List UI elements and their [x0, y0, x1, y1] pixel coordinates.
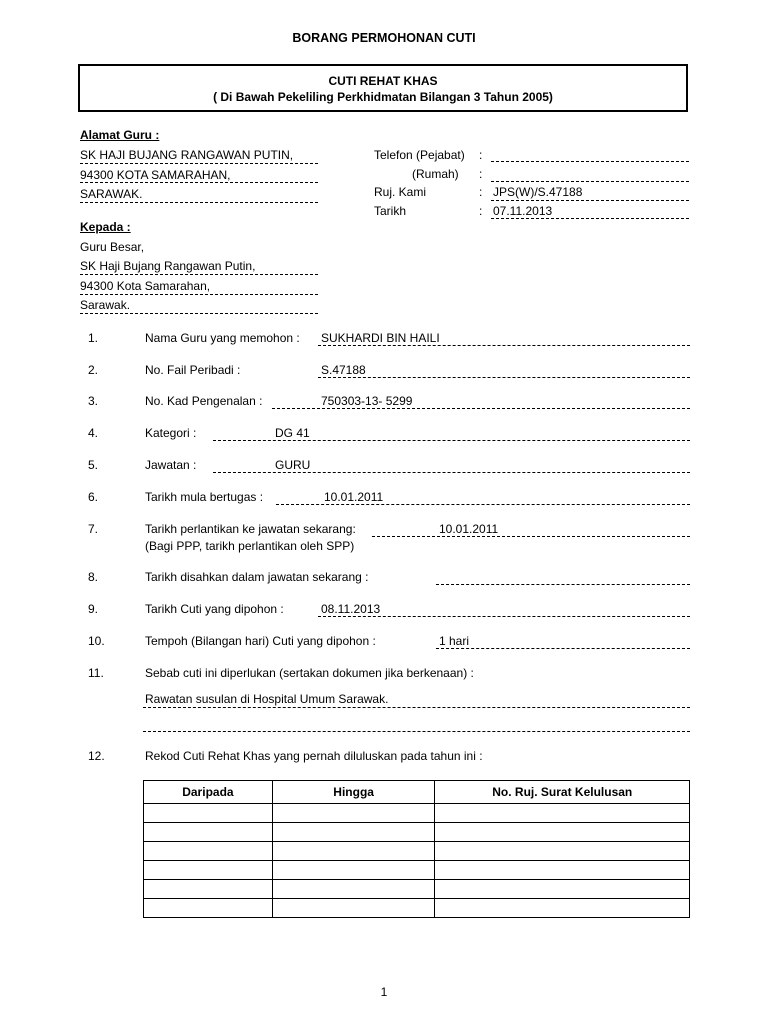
- tarikh-value: 07.11.2013: [493, 204, 553, 218]
- ruj-kami-value: JPS(W)/S.47188: [493, 185, 583, 199]
- header-box-line2: ( Di Bawah Pekeliling Perkhidmatan Bilangan 3 Tahun 2005): [213, 90, 553, 104]
- tarikh-disahkan-field: [436, 584, 690, 585]
- sebab-value: Rawatan susulan di Hospital Umum Sarawak.: [145, 692, 389, 706]
- table-row: [144, 861, 690, 880]
- tarikh-mula-value: 10.01.2011: [324, 490, 384, 504]
- item-number: 3.: [88, 394, 99, 408]
- table-cell: [435, 861, 690, 880]
- telefon-pejabat-label: Telefon (Pejabat): [374, 148, 465, 162]
- kepada-line-rule: [80, 274, 318, 275]
- table-cell: [144, 823, 273, 842]
- item-label: No. Kad Pengenalan :: [145, 394, 263, 408]
- item-number: 7.: [88, 522, 99, 536]
- item-number: 1.: [88, 331, 99, 345]
- kepada-line: 94300 Kota Samarahan,: [80, 279, 211, 293]
- alamat-line-rule: [80, 163, 318, 164]
- table-cell: [435, 842, 690, 861]
- jawatan-value: GURU: [275, 458, 311, 472]
- tarikh-perlantikan-field: [372, 536, 690, 537]
- table-cell: [272, 861, 435, 880]
- item-label: Tempoh (Bilangan hari) Cuti yang dipohon :: [145, 634, 376, 648]
- kategori-field: [213, 440, 690, 441]
- header-box-line1: CUTI REHAT KHAS: [328, 74, 438, 88]
- alamat-line: SARAWAK.: [80, 187, 143, 201]
- tempoh-field: [436, 648, 690, 649]
- table-row: [144, 842, 690, 861]
- item-label: Jawatan :: [145, 458, 197, 472]
- tarikh-field: [491, 218, 689, 219]
- no-kp-value: 750303-13- 5299: [321, 394, 413, 408]
- alamat-line: SK HAJI BUJANG RANGAWAN PUTIN,: [80, 148, 294, 162]
- alamat-line-rule: [80, 202, 318, 203]
- table-cell: [435, 880, 690, 899]
- kepada-heading: Kepada :: [80, 220, 131, 234]
- item-label-note: (Bagi PPP, tarikh perlantikan oleh SPP): [145, 539, 355, 553]
- tarikh-label: Tarikh: [374, 204, 407, 218]
- telefon-pejabat-field: [491, 161, 689, 162]
- kepada-line: Sarawak.: [80, 298, 131, 312]
- tarikh-mula-field: [276, 504, 690, 505]
- item-number: 12.: [88, 749, 105, 763]
- table-cell: [272, 880, 435, 899]
- alamat-line: 94300 KOTA SAMARAHAN,: [80, 168, 231, 182]
- no-fail-field: [318, 377, 690, 378]
- table-cell: [435, 823, 690, 842]
- rumah-field: [491, 181, 689, 182]
- item-label: Tarikh Cuti yang dipohon :: [145, 602, 284, 616]
- item-label: No. Fail Peribadi :: [145, 363, 241, 377]
- ruj-kami-field: [491, 200, 689, 201]
- telefon-pejabat-sep: :: [479, 148, 483, 162]
- item-label: Tarikh perlantikan ke jawatan sekarang:: [145, 522, 356, 536]
- no-fail-value: S.47188: [321, 363, 366, 377]
- item-number: 11.: [88, 666, 104, 680]
- rumah-sep: :: [479, 167, 483, 181]
- table-header-row: [144, 781, 690, 804]
- table-cell: [144, 842, 273, 861]
- alamat-line-rule: [80, 182, 318, 183]
- item-number: 4.: [88, 426, 99, 440]
- item-label: Kategori :: [145, 426, 197, 440]
- kepada-line-rule: [80, 313, 318, 314]
- no-kp-field: [272, 408, 690, 409]
- item-number: 6.: [88, 490, 99, 504]
- item-number: 10.: [88, 634, 105, 648]
- table-cell: [272, 804, 435, 823]
- rumah-label: (Rumah): [412, 167, 459, 181]
- alamat-guru-heading: Alamat Guru :: [80, 128, 160, 142]
- ruj-kami-label: Ruj. Kami: [374, 185, 427, 199]
- item-label: Sebab cuti ini diperlukan (sertakan dokumen jika berkenaan) :: [145, 666, 474, 680]
- table-cell: [144, 804, 273, 823]
- item-label: Nama Guru yang memohon :: [145, 331, 300, 345]
- col-header-hingga: Hingga: [272, 781, 435, 804]
- tarikh-cuti-field: [318, 616, 690, 617]
- nama-guru-field: [318, 345, 690, 346]
- sebab-field-line1: [143, 707, 690, 708]
- item-label: Tarikh mula bertugas :: [145, 490, 264, 504]
- page-number: 1: [380, 985, 388, 999]
- record-table: [143, 780, 690, 918]
- kepada-line: Guru Besar,: [80, 240, 145, 254]
- table-cell: [272, 842, 435, 861]
- kategori-value: DG 41: [275, 426, 310, 440]
- tarikh-cuti-value: 08.11.2013: [321, 602, 381, 616]
- nama-guru-value: SUKHARDI BIN HAILI: [321, 331, 440, 345]
- item-label: Tarikh disahkan dalam jawatan sekarang :: [145, 570, 369, 584]
- sebab-field-line2: [143, 731, 690, 732]
- table-cell: [144, 899, 273, 918]
- item-label: Rekod Cuti Rehat Khas yang pernah diluluskan pada tahun ini :: [145, 749, 483, 763]
- item-number: 8.: [88, 570, 99, 584]
- table-cell: [272, 899, 435, 918]
- item-number: 5.: [88, 458, 99, 472]
- page-title: BORANG PERMOHONAN CUTI: [292, 31, 476, 45]
- table-cell: [272, 823, 435, 842]
- col-header-no-ruj: No. Ruj. Surat Kelulusan: [435, 781, 690, 804]
- table-cell: [435, 804, 690, 823]
- table-row: [144, 899, 690, 918]
- table-cell: [144, 861, 273, 880]
- item-number: 2.: [88, 363, 99, 377]
- col-header-daripada: Daripada: [144, 781, 273, 804]
- item-number: 9.: [88, 602, 99, 616]
- table-row: [144, 880, 690, 899]
- tarikh-perlantikan-value: 10.01.2011: [439, 522, 499, 536]
- kepada-line-rule: [80, 294, 318, 295]
- table-row: [144, 823, 690, 842]
- kepada-line: SK Haji Bujang Rangawan Putin,: [80, 259, 256, 273]
- ruj-kami-sep: :: [479, 185, 483, 199]
- tempoh-value: 1 hari: [439, 634, 470, 648]
- table-row: [144, 804, 690, 823]
- header-box: [78, 64, 688, 112]
- jawatan-field: [213, 472, 690, 473]
- tarikh-sep: :: [479, 204, 483, 218]
- table-cell: [435, 899, 690, 918]
- table-cell: [144, 880, 273, 899]
